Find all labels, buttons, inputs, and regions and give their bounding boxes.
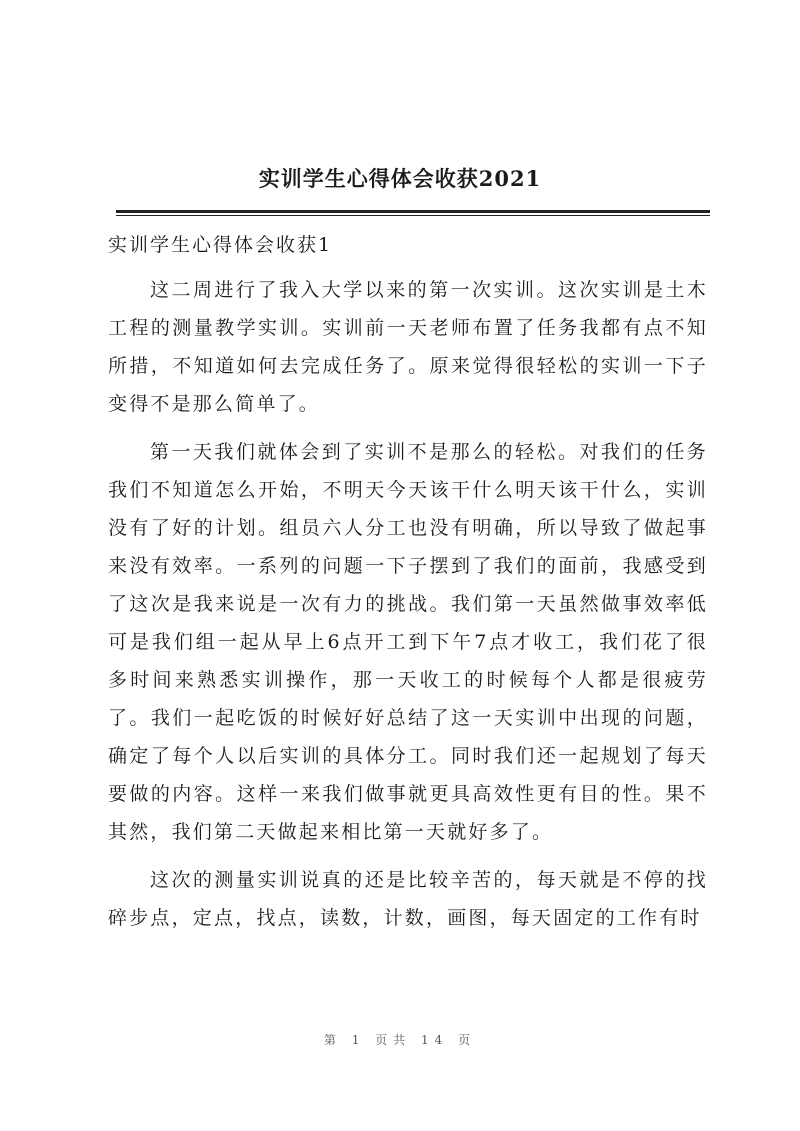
paragraph-1: 这二周进行了我入大学以来的第一次实训。这次实训是土木工程的测量教学实训。实训前一天老师布置了任务我都有点不知所措，不知道如何去完成任务了。原来觉得很轻松的实训一下子变得不是那么简单了。 bbox=[108, 279, 708, 415]
page-footer: 第 1 页共 14 页 bbox=[323, 1033, 477, 1047]
paragraph-3: 这次的测量实训说真的还是比较辛苦的，每天就是不停的找碎步点，定点，找点，读数，计数，画图，每天固定的工作有时 bbox=[108, 869, 708, 929]
section-heading: 实训学生心得体会收获1 bbox=[108, 234, 333, 256]
title-rule-thick bbox=[116, 210, 710, 213]
document-title: 实训学生心得体会收获2021 bbox=[258, 166, 542, 191]
paragraph-2: 第一天我们就体会到了实训不是那么的轻松。对我们的任务我们不知道怎么开始，不明天今天该干什么明天该干什么，实训没有了好的计划。组员六人分工也没有明确，所以导致了做起事来没有效率。一系列的问题一下子摆到了我们的面前，我感受到了这次是我来说是一次有力的挑战。我们第一天虽然做事效率低可是我们组一起从早上6点开工到下午7点才收工，我们花了很多时间来熟悉实训操作，那一天收工的时候每个人都是很疲劳了。我们一起吃饭的时候好好总结了这一天实训中出现的问题，确定了每个人以后实训的具体分工。同时我们还一起规划了每天要做的内容。这样一来我们做事就更具高效性更有目的性。果不其然，我们第二天做起来相比第一天就好多了。 bbox=[108, 441, 708, 843]
title-rule-thin bbox=[116, 215, 710, 216]
body-text bbox=[108, 271, 708, 937]
